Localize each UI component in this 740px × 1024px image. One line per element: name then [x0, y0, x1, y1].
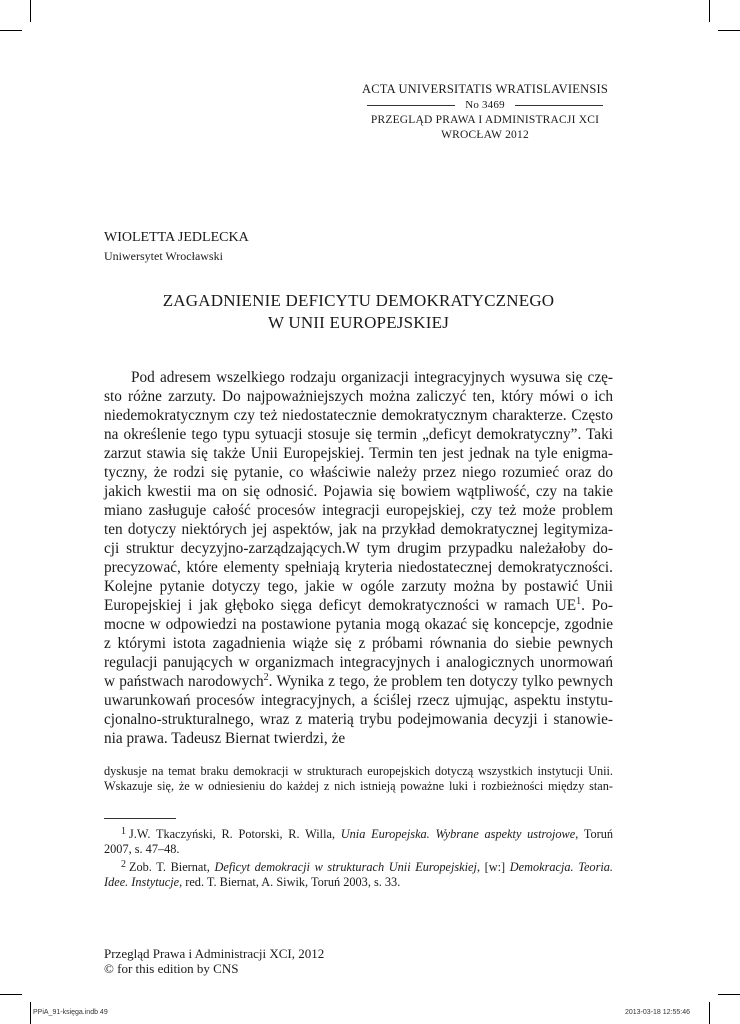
footnote: $^1$ J.W. Tkaczyński, R. Potorski, R. Willa, Unia Europejska. Wybrane aspekty ustrojowe, Toruń: [121, 826, 614, 841]
footnote-number: 2: [121, 859, 126, 870]
crop-mark: [709, 1002, 710, 1024]
body-line: tyczny, że rodzi się pytanie, co właściwie należy przez niego rozumieć oraz do: [104, 464, 613, 481]
crop-mark: [718, 994, 740, 995]
body-line: Europejskiej i jak głęboko sięga deficyt demokratyczności w ramach $UE^1$. Po-: [104, 595, 613, 614]
body-line: nia prawa. Tadeusz Biernat twierdzi, że: [104, 730, 346, 747]
crop-mark: [718, 30, 740, 31]
quote-line: dyskusje na temat braku demokracji w strukturach europejskich dotyczą wszystkich instytucji Unii.: [104, 764, 613, 778]
body-line: mocne w odpowiedzi na postawione pytania mogą okazać się koncepcje, zgodnie: [104, 616, 613, 633]
body-line: ten dotyczy niektórych jej aspektów, jak na przykład demokratycznej legitymiza-: [104, 521, 613, 538]
footnote: $^2$ Zob. T. Biernat, Deficyt demokracji w strukturach Unii Europejskiej, [w:] Demokracja. Teoria.: [121, 859, 613, 874]
body-line: sto różne zarzuty. Do najpoważniejszych można zaliczyć ten, który mówi o ich: [104, 388, 613, 405]
page-footer: [104, 946, 324, 976]
crop-mark: [30, 0, 31, 22]
article-title: [104, 290, 613, 334]
crop-mark: [30, 1002, 31, 1024]
journal-series: PRZEGLĄD PRAWA I ADMINISTRACJI XCI: [370, 114, 600, 126]
body-line: na określenie tego typu sytuacji stosuje się termin „deficyt demokratyczny”. Taki: [104, 426, 613, 443]
title-line: ZAGADNIENIE DEFICYTU DEMOKRATYCZNEGO: [162, 291, 555, 310]
footnote-separator: [104, 818, 176, 819]
journal-number-row: [340, 97, 630, 113]
body-line: zarzut stawia się także Unii Europejskiej. Termin ten jest jednak na tyle enigma-: [104, 445, 613, 462]
body-line: Kolejne pytanie dotyczy tego, jakie w ogóle zarzuty można by postawić Unii: [104, 578, 613, 595]
divider: [515, 105, 603, 106]
body-line: Pod adresem wszelkiego rodzaju organizacji integracyjnych wysuwa się czę-: [131, 369, 613, 386]
body-line: jakich kwestii ma on się odnosić. Pojawia się bowiem wątpliwość, czy na takie: [104, 483, 613, 500]
author-affiliation: Uniwersytet Wrocławski: [104, 249, 223, 263]
footnote-ref: 1: [576, 595, 582, 607]
body-line: uwarunkowań procesów integracyjnych, a ściślej rzecz ujmując, aspektu instytu-: [104, 692, 613, 709]
journal-name: ACTA UNIVERSITATIS WRATISLAVIENSIS: [361, 82, 608, 96]
crop-mark: [0, 30, 22, 31]
print-slug-file: PPiA_91-księga.indb 49: [33, 1009, 108, 1016]
footnote-cont: Idee. Instytucje, red. T. Biernat, A. Siwik, Toruń 2003, s. 33.: [104, 875, 401, 889]
body-line: regulacji panujących w organizmach integracyjnych i analogicznych unormowań: [104, 654, 613, 671]
body-line: w państwach narodowych$^2$. Wynika z tego, że problem ten dotyczy tylko pewnych: [104, 671, 613, 690]
footnote-cont: 2007, s. 47–48.: [104, 842, 180, 856]
print-slug-date: 2013-03-18 12:55:46: [625, 1009, 690, 1016]
footer-line: © for this edition by CNS: [104, 961, 239, 976]
title-line: W UNII EUROPEJSKIEJ: [267, 313, 450, 332]
body-line: precyzować, które elementy spełniają kryteria niedostatecznej demokratyczności.: [104, 559, 613, 576]
body-line: miano zasługuje całość procesów integracji europejskiej, czy też może problem: [104, 502, 613, 519]
journal-number: No 3469: [465, 99, 505, 111]
crop-mark: [709, 0, 710, 22]
body-line: cji struktur decyzyjno-zarządzających.W tym drugim przypadku należałoby do-: [104, 540, 613, 557]
journal-place-year: WROCŁAW 2012: [441, 129, 529, 141]
body-line: cjonalno-strukturalnego, wraz z materią trybu podejmowania decyzji i stanowie-: [104, 711, 613, 728]
journal-header: [340, 82, 630, 143]
quote-line: Wskazuje się, że w odniesieniu do każdej z nich istnieją poważne luki i rozbieżności między stan-: [104, 779, 613, 793]
divider: [367, 105, 455, 106]
body-line: niedemokratycznym czy też niedostatecznie demokratycznym charakterze. Często: [104, 407, 613, 424]
footnote-ref: 2: [263, 671, 269, 683]
footnote-number: 1: [121, 826, 126, 837]
crop-mark: [0, 994, 22, 995]
body-line: z którymi istota zagadnienia wiąże się z próbami równania do siebie pewnych: [104, 635, 613, 652]
author-name: WIOLETTA JEDLECKA: [104, 230, 249, 245]
footer-line: Przegląd Prawa i Administracji XCI, 2012: [104, 946, 325, 961]
